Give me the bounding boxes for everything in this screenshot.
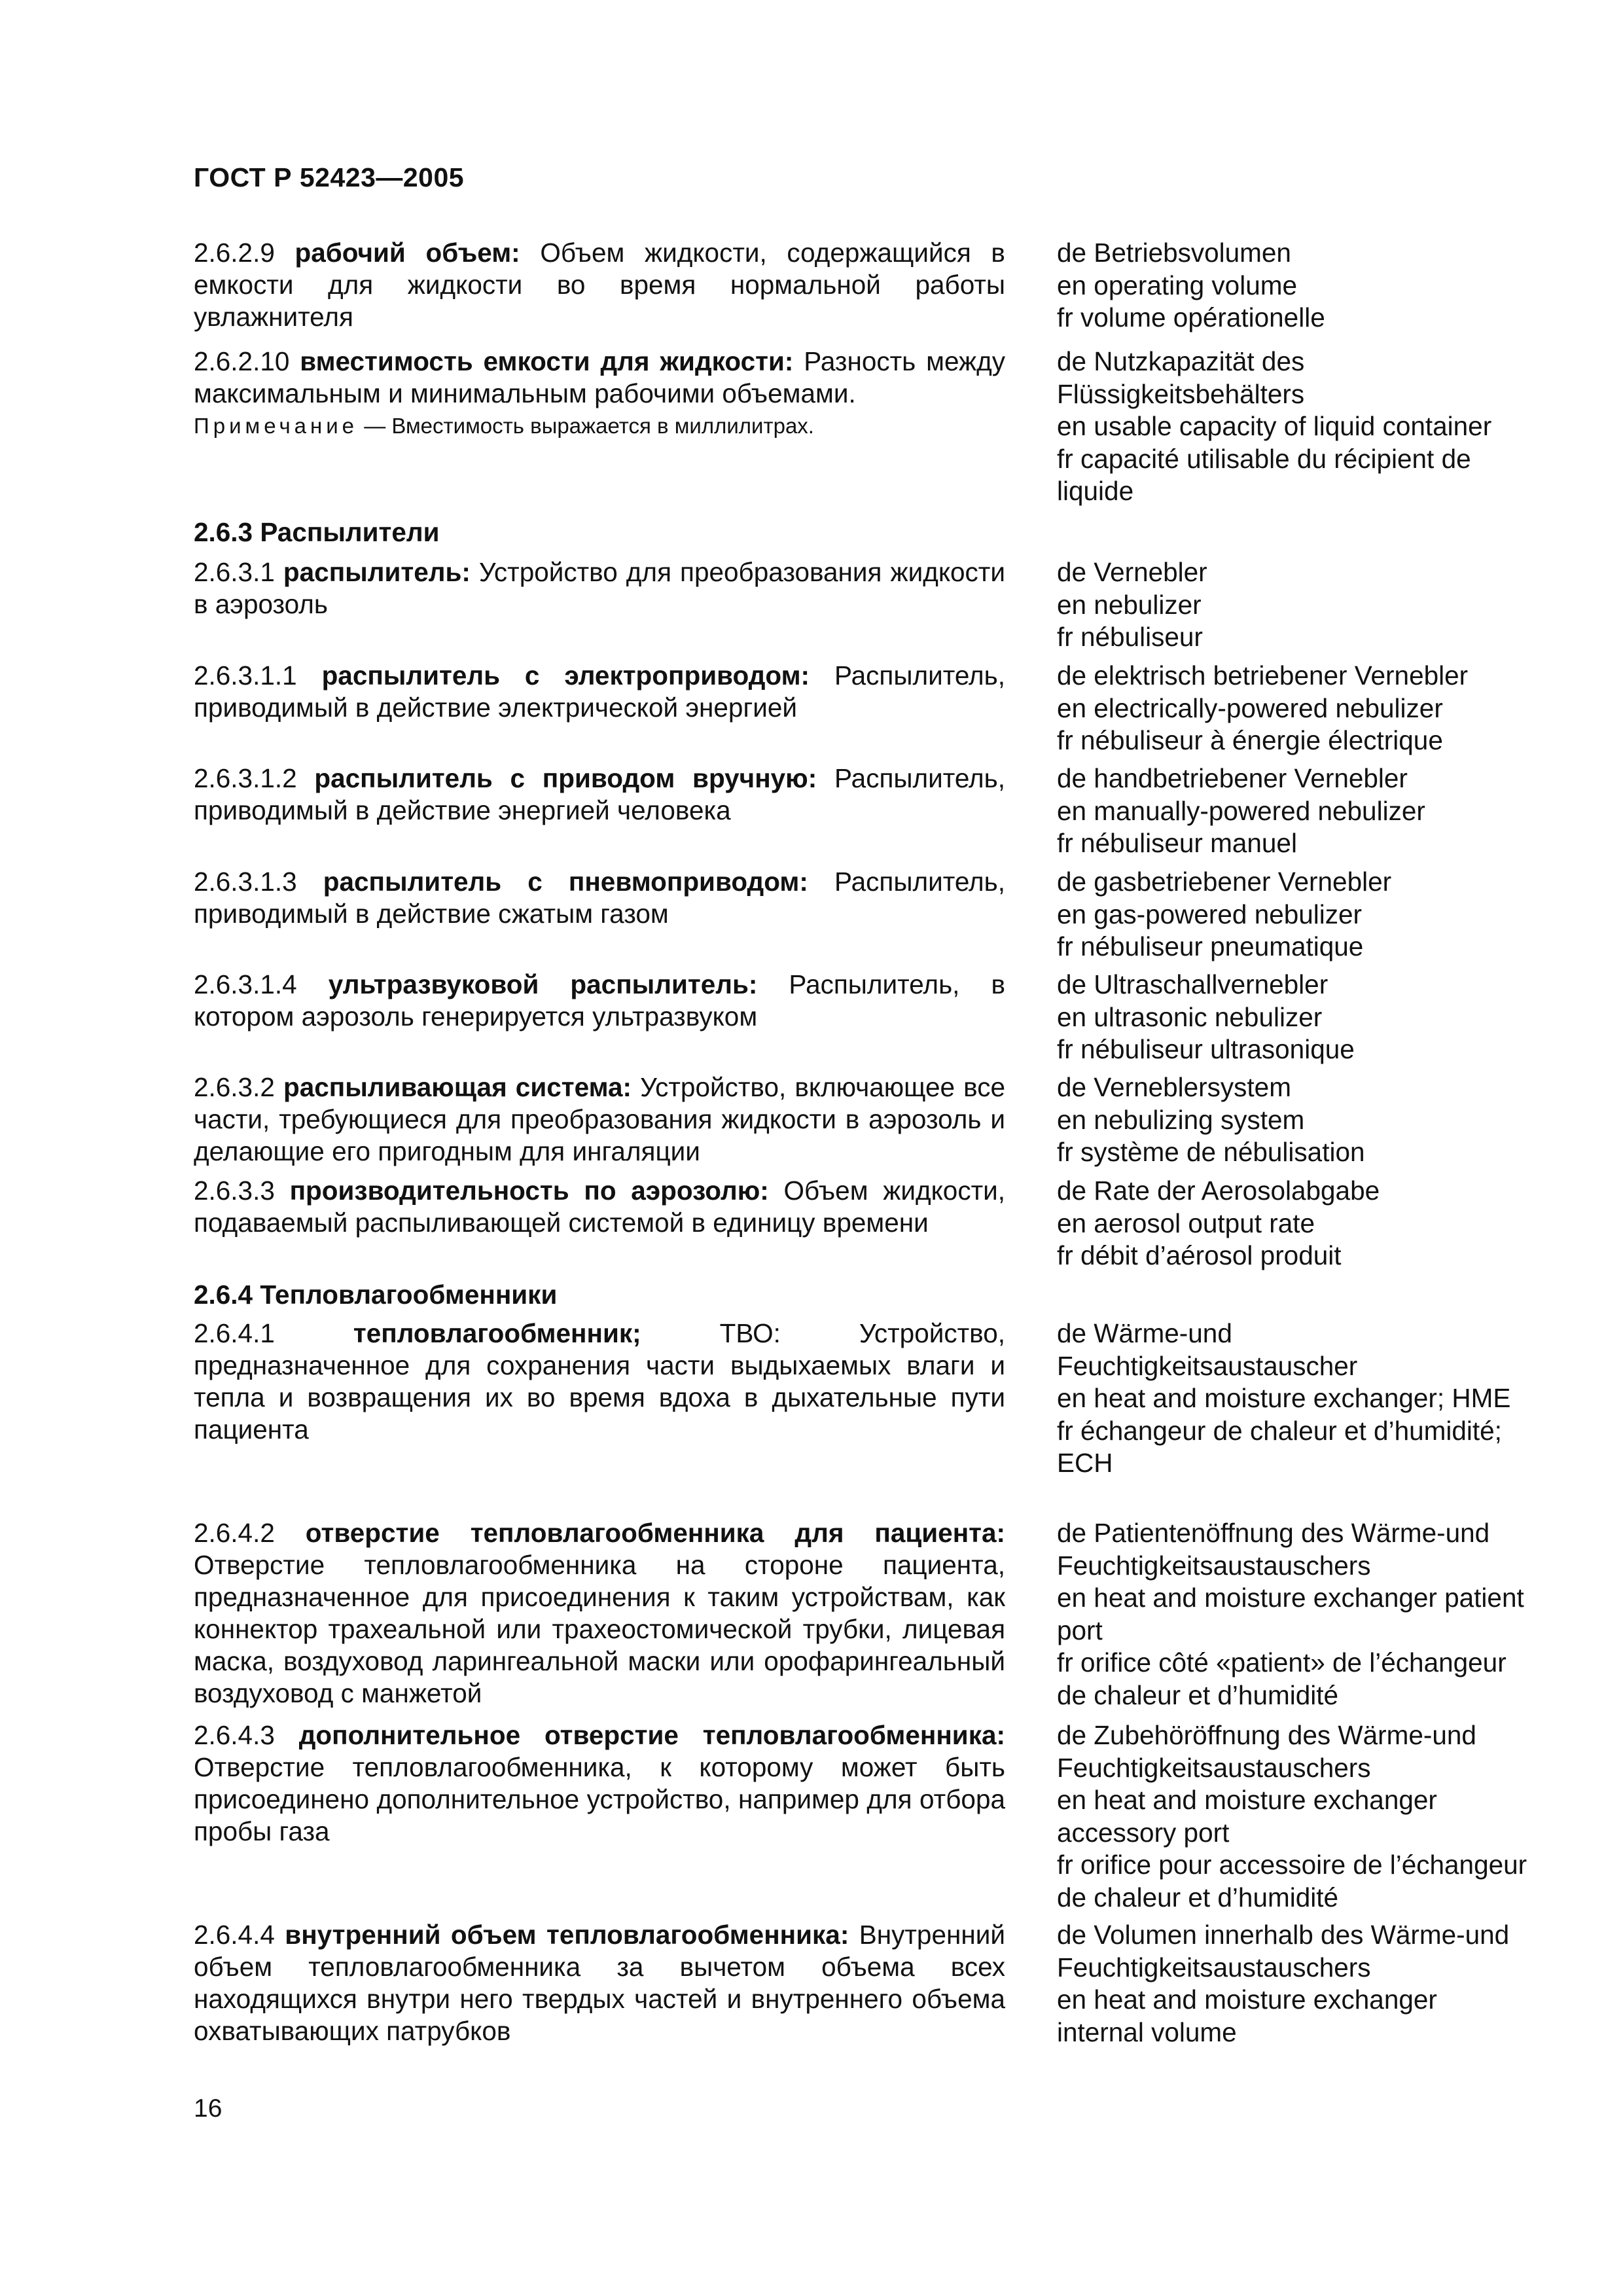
term-equivalents <box>1057 556 1528 654</box>
term-number: 2.6.3.2 <box>194 1072 275 1102</box>
term-definition <box>194 762 1005 827</box>
equivalent-de: de Betriebsvolumen <box>1057 238 1291 268</box>
term-definition-text: Распылитель, приводимый в действие электрической энергией <box>194 660 1005 723</box>
term-equivalents <box>1057 762 1528 860</box>
equivalent-en: en heat and moisture exchanger patient port <box>1057 1583 1524 1645</box>
term-name: рабочий объем: <box>294 238 520 268</box>
equivalent-en: en usable capacity of liquid container <box>1057 411 1492 441</box>
term-definition-text: Разность между максимальным и минимальным рабочими объемами. <box>194 346 1005 408</box>
term-definition-text: Распылитель, приводимый в действие энергией человека <box>194 763 1005 825</box>
term-number: 2.6.4.2 <box>194 1518 275 1548</box>
term-name: распылитель с пневмоприводом: <box>323 867 808 897</box>
term-definition-text: Отверстие тепловлагообменника на стороне пациента, предназначенное для присоединения к таким устройствам, как коннектор трахеальной или трахеостомической трубки, лицевая маска, воздуховод ларингеальной маски или орофарингеальный воздуховод с манжетой <box>194 1550 1005 1708</box>
equivalent-fr: fr nébuliseur <box>1057 622 1203 652</box>
equivalent-en: en heat and moisture exchanger; HME <box>1057 1383 1511 1413</box>
term-definition <box>194 1318 1005 1446</box>
term-number: 2.6.3.1.4 <box>194 969 297 999</box>
equivalent-de: de Nutzkapazität des Flüssigkeitsbehälters <box>1057 346 1305 409</box>
term-equivalents <box>1057 1175 1528 1272</box>
term-definition <box>194 1719 1005 1848</box>
term-note <box>194 410 1005 442</box>
term-number: 2.6.3.1.1 <box>194 660 297 691</box>
term-equivalents <box>1057 1318 1528 1480</box>
term-equivalents <box>1057 866 1528 963</box>
equivalent-en: en manually-powered nebulizer <box>1057 795 1425 826</box>
term-definition <box>194 969 1005 1033</box>
equivalent-en: en aerosol output rate <box>1057 1208 1315 1238</box>
section-heading-2-6-4: 2.6.4 Тепловлагообменники <box>194 1280 558 1310</box>
equivalent-en: en operating volume <box>1057 270 1297 300</box>
term-equivalents <box>1057 1919 1528 2049</box>
term-name: вместимость емкости для жидкости: <box>300 346 794 376</box>
equivalent-de: de gasbetriebener Vernebler <box>1057 867 1392 897</box>
term-definition <box>194 1071 1005 1168</box>
term-equivalents <box>1057 1517 1528 1712</box>
equivalent-de: de Rate der Aerosolabgabe <box>1057 1175 1380 1206</box>
equivalent-fr: fr nébuliseur manuel <box>1057 828 1297 858</box>
term-equivalents <box>1057 660 1528 757</box>
equivalent-en: en electrically-powered nebulizer <box>1057 692 1443 723</box>
term-number: 2.6.2.9 <box>194 238 275 268</box>
term-name: внутренний объем тепловлагообменника: <box>285 1920 849 1950</box>
equivalent-de: de Vernebler <box>1057 557 1207 587</box>
term-equivalents <box>1057 1071 1528 1169</box>
term-name: распылитель: <box>283 557 471 587</box>
term-equivalents <box>1057 1719 1528 1914</box>
term-definition <box>194 556 1005 620</box>
term-number: 2.6.4.4 <box>194 1920 275 1950</box>
equivalent-de: de Verneblersystem <box>1057 1072 1291 1102</box>
equivalent-en: en nebulizing system <box>1057 1104 1305 1135</box>
equivalent-de: de Volumen innerhalb des Wärme-und Feuchtigkeitsaustauschers <box>1057 1920 1510 1982</box>
equivalent-fr: fr échangeur de chaleur et d’humidité; ECH <box>1057 1415 1502 1478</box>
term-name: тепловлагообменник; <box>353 1318 641 1348</box>
term-definition-text: Объем жидкости, подаваемый распыливающей системой в единицу времени <box>194 1175 1005 1238</box>
term-definition-text: Устройство для преобразования жидкости в аэрозоль <box>194 557 1005 619</box>
term-definition-text: Объем жидкости, содержащийся в емкости для жидкости во время нормальной работы увлажнителя <box>194 238 1005 332</box>
equivalent-en: en heat and moisture exchanger accessory port <box>1057 1785 1437 1848</box>
term-definition <box>194 866 1005 930</box>
equivalent-fr: fr débit d’aérosol produit <box>1057 1240 1342 1270</box>
term-number: 2.6.3.3 <box>194 1175 275 1206</box>
equivalent-de: de elektrisch betriebener Vernebler <box>1057 660 1469 691</box>
term-name: распылитель с электроприводом: <box>321 660 810 691</box>
term-definition-text: Отверстие тепловлагообменника, к которому может быть присоединено дополнительное устройство, например для отбора пробы газа <box>194 1752 1005 1846</box>
term-name: отверстие тепловлагообменника для пациента: <box>305 1518 1005 1548</box>
equivalent-en: en nebulizer <box>1057 589 1202 620</box>
term-definition <box>194 660 1005 724</box>
term-equivalents <box>1057 969 1528 1066</box>
term-equivalents <box>1057 237 1528 334</box>
term-name: ультразвуковой распылитель: <box>328 969 758 999</box>
equivalent-en: en heat and moisture exchanger internal volume <box>1057 1984 1437 2047</box>
term-definition <box>194 1175 1005 1239</box>
note-text: — Вместимость выражается в миллилитрах. <box>364 414 814 438</box>
term-equivalents <box>1057 346 1528 508</box>
term-definition-text: Распылитель, приводимый в действие сжатым газом <box>194 867 1005 929</box>
term-definition-text: Внутренний объем тепловлагообменника за вычетом объема всех находящихся внутри него твердых частей и внутреннего объема охватывающих патрубков <box>194 1920 1005 2046</box>
equivalent-fr: fr nébuliseur à énergie électrique <box>1057 725 1443 755</box>
equivalent-de: de Ultraschallvernebler <box>1057 969 1329 999</box>
equivalent-en: en ultrasonic nebulizer <box>1057 1001 1323 1032</box>
term-name: распыливающая система: <box>283 1072 632 1102</box>
equivalent-en: en gas-powered nebulizer <box>1057 899 1363 929</box>
equivalent-de: de Patientenöffnung des Wärme-und Feuchtigkeitsaustauschers <box>1057 1518 1490 1581</box>
section-heading-2-6-3: 2.6.3 Распылители <box>194 517 440 547</box>
equivalent-fr: fr système de nébulisation <box>1057 1137 1365 1167</box>
page-header: ГОСТ Р 52423—2005 <box>194 162 465 192</box>
equivalent-fr: fr orifice côté «patient» de l’échangeur de chaleur et d’humidité <box>1057 1647 1507 1710</box>
equivalent-fr: fr volume opérationelle <box>1057 302 1325 332</box>
equivalent-fr: fr orifice pour accessoire de l’échangeur de chaleur et d’humidité <box>1057 1850 1527 1912</box>
term-number: 2.6.2.10 <box>194 346 290 376</box>
equivalent-fr: fr capacité utilisable du récipient de liquide <box>1057 443 1471 506</box>
page-number: 16 <box>194 2094 223 2123</box>
term-name: производительность по аэрозолю: <box>289 1175 769 1206</box>
term-name: дополнительное отверстие тепловлагообменника: <box>298 1720 1005 1750</box>
term-name: распылитель с приводом вручную: <box>314 763 817 793</box>
equivalent-fr: fr nébuliseur pneumatique <box>1057 931 1364 961</box>
term-definition <box>194 1517 1005 1710</box>
equivalent-de: de Zubehöröffnung des Wärme-und Feuchtigkeitsaustauschers <box>1057 1720 1476 1783</box>
term-number: 2.6.3.1 <box>194 557 275 587</box>
term-definition-text: ТВО: Устройство, предназначенное для сохранения части выдыхаемых влаги и тепла и возвращения их во время вдоха в дыхательные пути пациента <box>194 1318 1005 1444</box>
term-definition <box>194 237 1005 333</box>
term-number: 2.6.4.3 <box>194 1720 275 1750</box>
term-definition <box>194 1919 1005 2047</box>
equivalent-de: de Wärme-und Feuchtigkeitsaustauscher <box>1057 1318 1358 1381</box>
term-number: 2.6.3.1.3 <box>194 867 297 897</box>
term-definition-text: Устройство, включающее все части, требующиеся для преобразования жидкости в аэрозоль и делающие его пригодным для ингаляции <box>194 1072 1005 1166</box>
term-number: 2.6.4.1 <box>194 1318 275 1348</box>
term-definition-text: Распылитель, в котором аэрозоль генерируется ультразвуком <box>194 969 1005 1031</box>
equivalent-fr: fr nébuliseur ultrasonique <box>1057 1034 1355 1064</box>
term-number: 2.6.3.1.2 <box>194 763 297 793</box>
equivalent-de: de handbetriebener Vernebler <box>1057 763 1408 793</box>
term-definition <box>194 346 1005 442</box>
note-label: Примечание <box>194 414 359 438</box>
